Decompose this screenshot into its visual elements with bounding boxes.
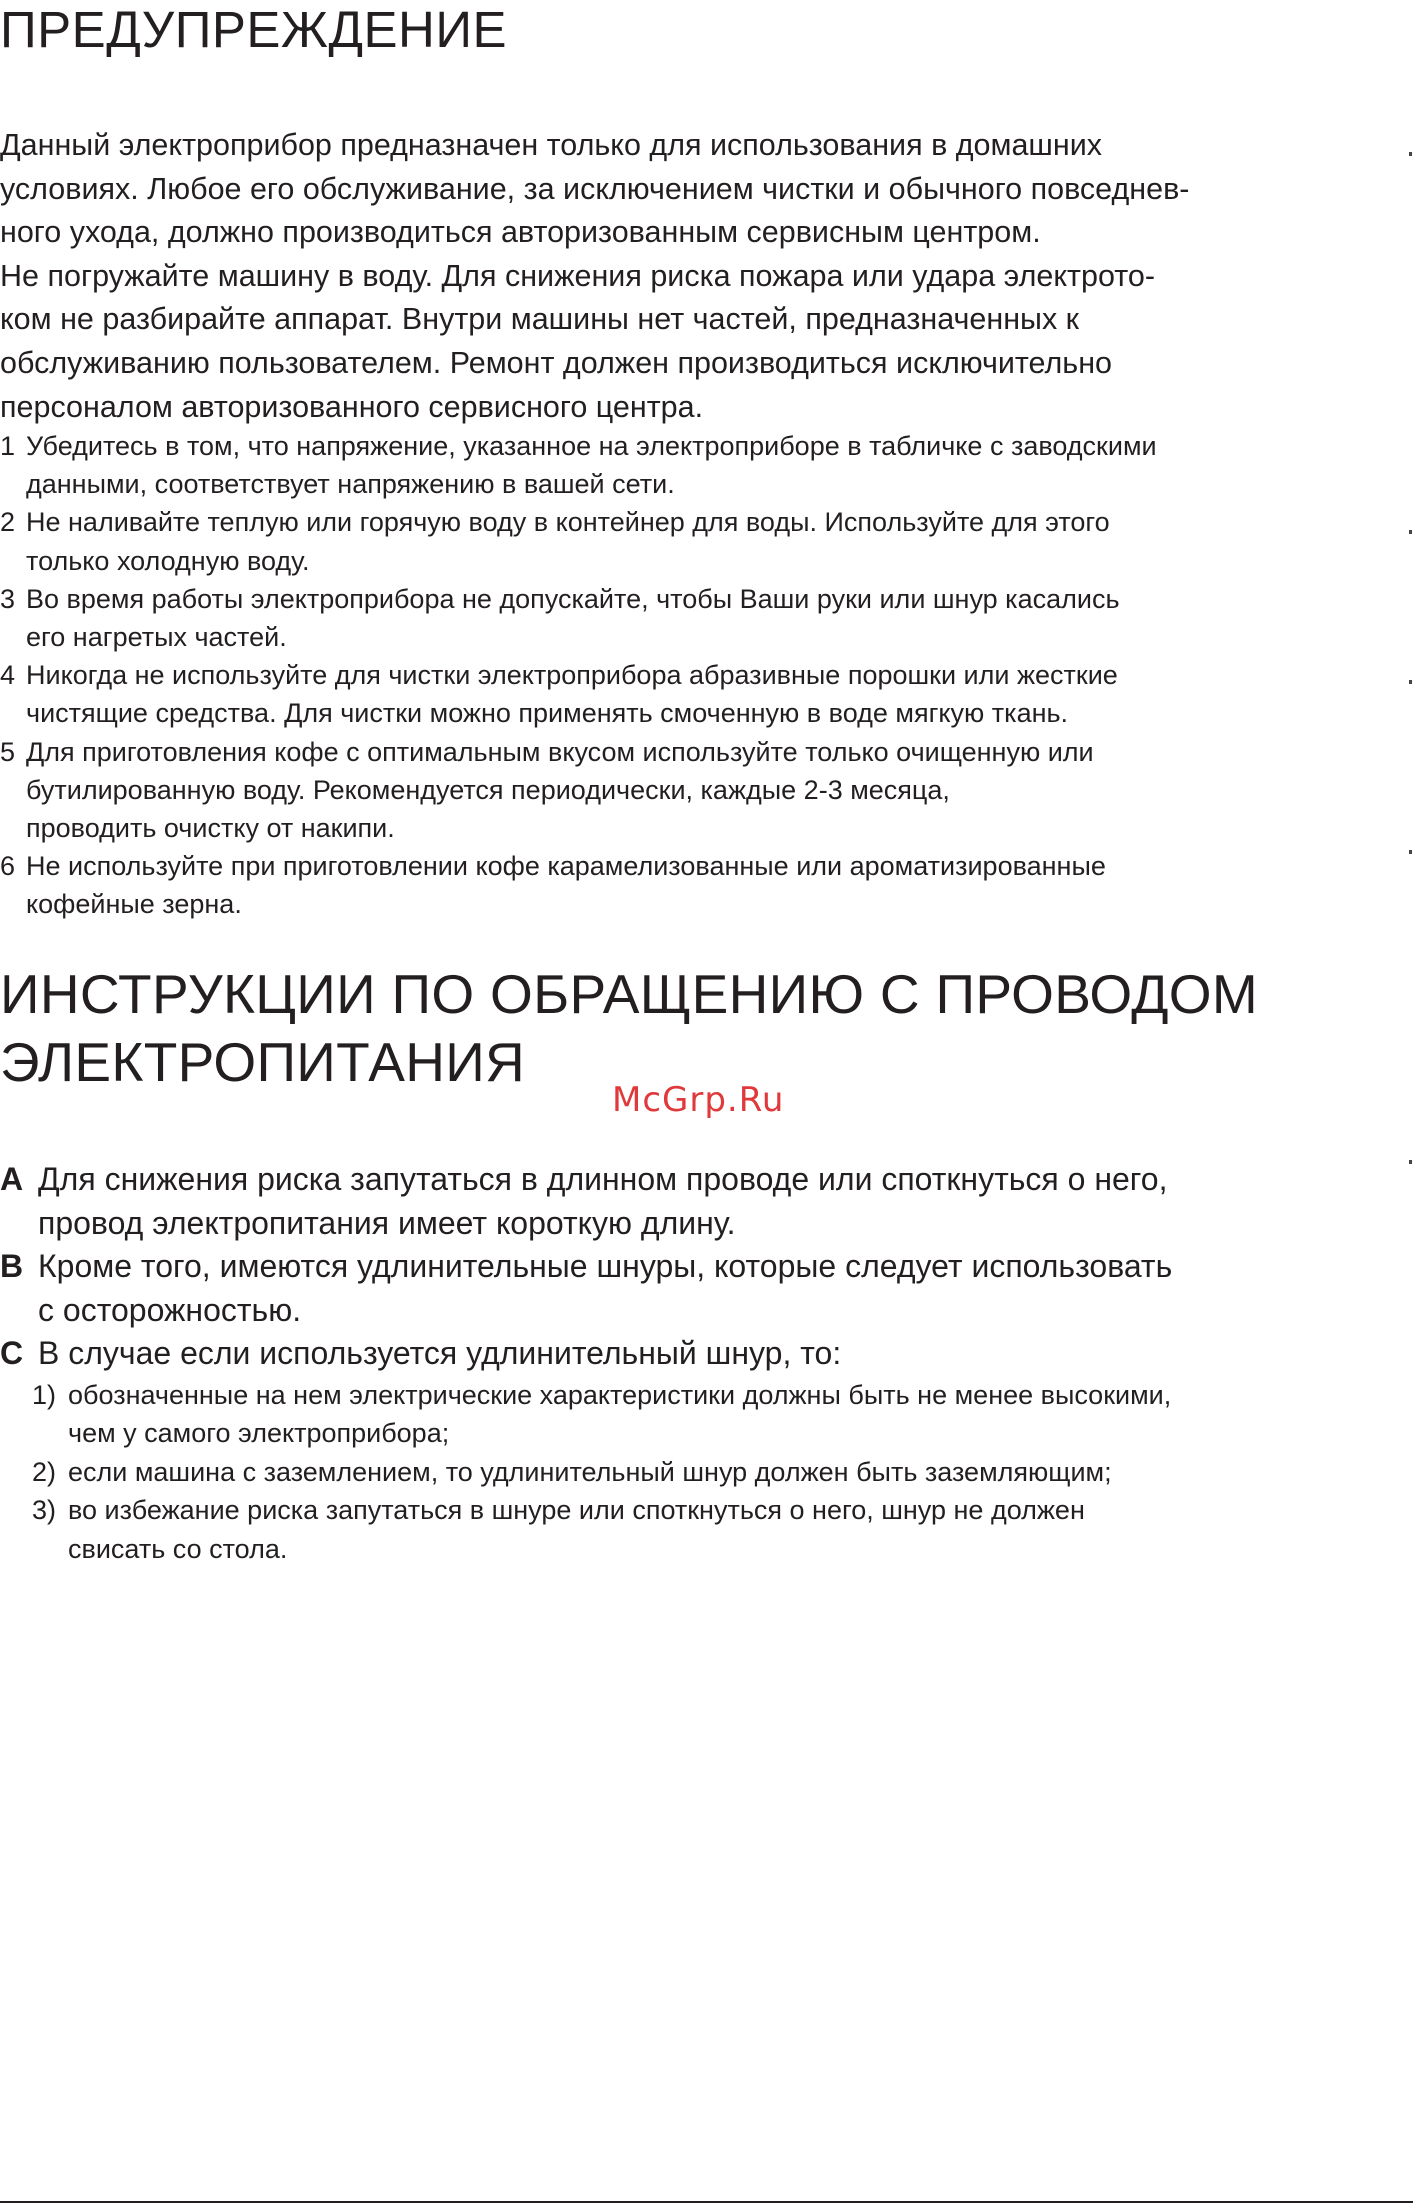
item-text-line: чем у самого электроприбора;	[68, 1418, 450, 1449]
watermark: McGrp.Ru	[612, 1080, 785, 1120]
cord-title-line: ЭЛЕКТРОПИТАНИЯ	[0, 1031, 526, 1093]
warning-paragraph-line: Данный электроприбор предназначен только для использования в домашних	[0, 128, 1103, 162]
item-text-line: бутилированную воду. Рекомендуется периодически, каждые 2-3 месяца,	[26, 774, 950, 805]
list-item	[0, 1245, 1405, 1332]
list-item	[0, 1491, 1405, 1568]
item-letter: B	[0, 1248, 24, 1284]
list-item	[0, 1332, 1405, 1376]
item-text-line: Не наливайте теплую или горячую воду в контейнер для воды. Используйте для этого	[26, 507, 1110, 538]
list-item	[0, 733, 1405, 848]
item-letter: A	[0, 1161, 24, 1197]
item-number: 6	[0, 851, 16, 882]
item-text-line: Убедитесь в том, что напряжение, указанное на электроприборе в табличке с заводскими	[26, 431, 1157, 461]
item-text-line: В случае если используется удлинительный шнур, то:	[38, 1335, 842, 1371]
item-text-line: кофейные зерна.	[26, 889, 242, 920]
list-item	[0, 1158, 1405, 1245]
warning-paragraph-line: обслуживанию пользователем. Ремонт должен производиться исключительно	[0, 345, 1112, 380]
list-item	[0, 503, 1405, 579]
list-item	[0, 847, 1405, 923]
edge-mark	[1409, 680, 1412, 684]
list-item	[0, 580, 1405, 656]
warning-paragraph-line: персоналом авторизованного сервисного центра.	[0, 389, 704, 424]
item-text-line: если машина с заземлением, то удлинительный шнур должен быть заземляющим;	[68, 1456, 1112, 1487]
item-text-line: Во время работы электроприбора не допускайте, чтобы Ваши руки или шнур касались	[26, 583, 1120, 614]
item-text-line: только холодную воду.	[26, 545, 310, 576]
cord-lettered-list	[0, 1158, 1405, 1376]
warning-paragraph-line: Не погружайте машину в воду. Для снижения риска пожара или удара электрото-	[0, 258, 1155, 293]
list-item	[0, 1453, 1405, 1491]
list-item	[0, 1376, 1405, 1453]
item-text-line: обозначенные на нем электрические характеристики должны быть не менее высокими,	[68, 1380, 1172, 1410]
item-text-line: Для снижения риска запутаться в длинном проводе или споткнуться о него,	[38, 1161, 1168, 1197]
edge-mark	[1409, 1160, 1412, 1164]
cord-sub-list	[0, 1376, 1405, 1568]
item-number: 3)	[32, 1495, 57, 1526]
item-text-line: Не используйте при приготовлении кофе карамелизованные или ароматизированные	[26, 851, 1106, 882]
item-text-line: провод электропитания имеет короткую длину.	[38, 1204, 736, 1241]
item-text-line: с осторожностью.	[38, 1291, 302, 1328]
item-number: 1	[0, 431, 16, 461]
item-text-line: данными, соответствует напряжению в вашей сети.	[26, 469, 675, 500]
list-item	[0, 427, 1405, 503]
warning-paragraph-line: ком не разбирайте аппарат. Внутри машины нет частей, предназначенных к	[0, 302, 1080, 337]
item-text-line: проводить очистку от накипи.	[26, 813, 395, 844]
item-number: 4	[0, 660, 16, 691]
item-text-line: Кроме того, имеются удлинительные шнуры, которые следует использовать	[38, 1248, 1173, 1284]
warning-paragraph	[0, 124, 1405, 429]
item-text-line: во избежание риска запутаться в шнуре или споткнуться о него, шнур не должен	[68, 1495, 1085, 1526]
warning-numbered-list	[0, 427, 1405, 924]
cord-section-title	[0, 960, 1258, 1096]
item-number: 1)	[32, 1380, 57, 1410]
bottom-rule	[0, 2201, 1413, 2203]
warning-paragraph-line: условиях. Любое его обслуживание, за исключением чистки и обычного повседнев-	[0, 171, 1190, 206]
item-text-line: Для приготовления кофе с оптимальным вкусом используйте только очищенную или	[26, 736, 1094, 767]
warning-paragraph-line: ного ухода, должно производиться авторизованным сервисным центром.	[0, 215, 1041, 250]
item-text-line: его нагретых частей.	[26, 622, 287, 653]
list-item	[0, 656, 1405, 732]
item-number: 2	[0, 507, 16, 538]
item-text-line: свисать со стола.	[68, 1533, 288, 1564]
edge-mark	[1409, 152, 1412, 156]
item-number: 5	[0, 736, 16, 767]
warning-title: ПРЕДУПРЕЖДЕНИЕ	[0, 1, 508, 58]
item-text-line: чистящие средства. Для чистки можно применять смоченную в воде мягкую ткань.	[26, 698, 1069, 729]
edge-mark	[1409, 530, 1412, 534]
edge-mark	[1409, 850, 1412, 854]
cord-title-line: ИНСТРУКЦИИ ПО ОБРАЩЕНИЮ С ПРОВОДОМ	[0, 963, 1258, 1025]
item-number: 2)	[32, 1456, 57, 1487]
item-number: 3	[0, 583, 16, 614]
item-text-line: Никогда не используйте для чистки электроприбора абразивные порошки или жесткие	[26, 660, 1118, 691]
item-letter: C	[0, 1335, 24, 1371]
